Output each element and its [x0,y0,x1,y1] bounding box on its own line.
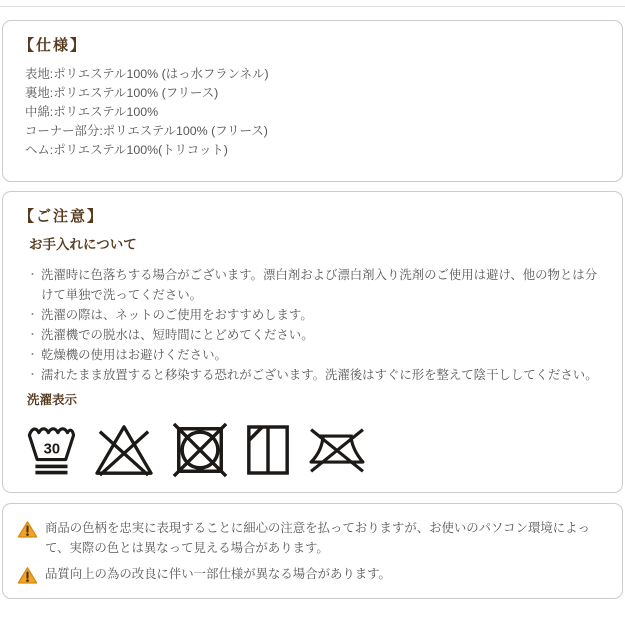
do-not-tumble-dry-icon [171,422,229,478]
care-bullet [27,325,606,345]
notice-box [2,191,623,493]
spec-box [2,20,623,182]
warning-triangle-icon [17,518,45,544]
wash-temp-label: 30 [43,441,61,458]
spec-title: 【仕様】 [19,37,88,54]
care-bullet-text: 洗濯時に色落ちする場合がございます。漂白剤および漂白剤入り洗剤のご使用は避け、他の物とは分けて単独で洗ってください。 [41,268,598,302]
warning-text: 商品の色柄を忠実に表現することに細心の注意を払っておりますが、お使いのパソコン環境によって、実際の色とは異なって見える場合があります。 [45,521,590,555]
care-bullet [27,365,606,385]
care-bullet-text: 洗濯機での脱水は、短時間にとどめてください。 [41,328,314,342]
warning-box [2,503,623,599]
wash-30-gentle-tub-icon [25,421,77,479]
care-bullet-text: 濡れたまま放置すると移染する恐れがございます。洗濯後はすぐに形を整えて陰干ししてください。 [41,368,598,382]
warning-text: 品質向上の為の改良に伴い一部仕様が異なる場合があります。 [45,567,391,581]
bullet-marker: ・ [27,369,38,381]
top-divider [0,6,625,7]
care-bullet-list [19,265,606,385]
warning-item [17,518,608,558]
spec-line-hem: ヘム:ポリエステル100%(トリコット) [25,143,228,157]
spec-list [19,65,606,160]
care-symbols-row [19,421,606,479]
care-bullet-text: 洗濯の際は、ネットのご使用をおすすめします。 [41,308,313,322]
care-bullet [27,305,606,325]
care-heading: お手入れについて [29,237,137,252]
hang-dry-in-shade-icon [245,422,291,478]
notice-title: 【ご注意】 [19,208,105,225]
spec-line-outer-fabric: 表地:ポリエステル100% (はっ水フランネル) [25,67,269,81]
care-symbols-heading: 洗濯表示 [27,393,78,407]
bullet-marker: ・ [27,269,38,281]
warning-item [17,564,608,590]
bullet-marker: ・ [27,349,38,361]
care-bullet [27,345,606,365]
care-bullet-text: 乾燥機の使用はお避けください。 [41,348,227,362]
spec-line-lining: 裏地:ポリエステル100% (フリース) [25,86,219,100]
do-not-bleach-icon [93,422,155,478]
spec-line-filling: 中綿:ポリエステル100% [25,105,159,119]
spec-line-corner: コーナー部分:ポリエステル100% (フリース) [25,124,268,138]
bullet-marker: ・ [27,309,38,321]
care-bullet [27,265,606,305]
bullet-marker: ・ [27,329,38,341]
warning-triangle-icon [17,564,45,590]
do-not-iron-icon [307,425,367,475]
